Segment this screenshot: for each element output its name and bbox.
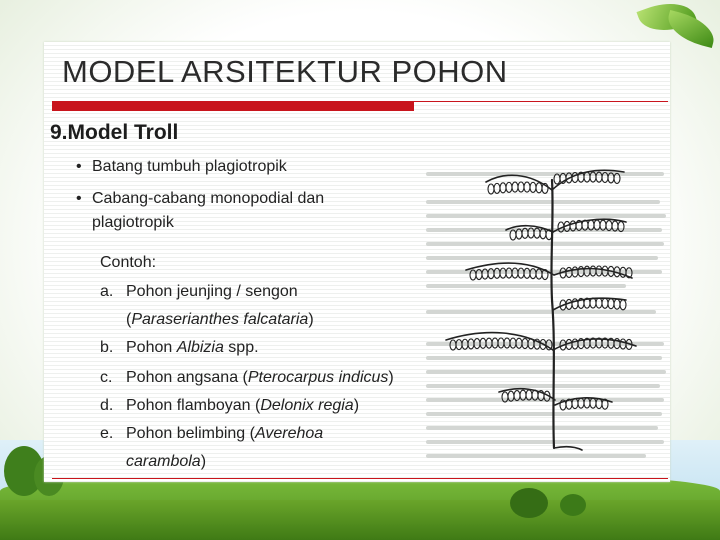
- leaflet-loop: [572, 172, 578, 182]
- leaflet-loop: [612, 221, 618, 231]
- leaflet-loop: [584, 172, 590, 182]
- leaflet-loop: [596, 399, 602, 409]
- leaflet-loop: [536, 269, 542, 279]
- scientific-name: Averehoa: [254, 425, 324, 442]
- leaflet-loop: [488, 269, 494, 279]
- leaflet-loop: [500, 268, 506, 278]
- leaflet-loop: [620, 339, 626, 349]
- example-letter: b.: [100, 339, 114, 356]
- leaflet-loop: [494, 268, 500, 278]
- leaflet-loop: [614, 299, 620, 309]
- section-heading: 9.Model Troll: [50, 121, 179, 144]
- leaflet-loop: [578, 267, 584, 277]
- leaflet-loop: [584, 266, 590, 276]
- leaflet-loop: [546, 340, 552, 350]
- leaflet-loop: [480, 338, 486, 348]
- bullet-text: [92, 187, 324, 235]
- leaflet-loop: [492, 338, 498, 348]
- leaflet-loop: [508, 391, 514, 401]
- leaflet-loop: [608, 173, 614, 183]
- example-text: ): [353, 397, 360, 414]
- example-item: [100, 394, 359, 418]
- leaflet-loop: [596, 266, 602, 276]
- leaflet-loop: [578, 398, 584, 408]
- background-tree-icon: [560, 494, 586, 516]
- leaflet-loop: [602, 298, 608, 308]
- leaflet-loop: [526, 390, 532, 400]
- scientific-name: Delonix regia: [260, 397, 354, 414]
- leaflet-loop: [530, 182, 536, 192]
- leaflet-loop: [476, 270, 482, 280]
- leaflet-loop: [456, 340, 462, 350]
- examples-label: Contoh:: [100, 254, 157, 271]
- leaflet-loop: [482, 269, 488, 279]
- example-text: Pohon belimbing (: [126, 425, 255, 442]
- example-text: Pohon: [126, 339, 177, 356]
- leaflet-loop: [572, 299, 578, 309]
- leaflet-loop: [554, 174, 560, 184]
- leaflet-loop: [512, 268, 518, 278]
- example-item: [100, 422, 323, 446]
- leaflet-loop: [488, 184, 494, 194]
- leaflet-loop: [528, 228, 534, 238]
- leaflet-loop: [462, 339, 468, 349]
- landscape-grass: [0, 500, 720, 540]
- example-text: spp.: [223, 339, 259, 356]
- tree-architecture-illustration: [414, 150, 674, 475]
- scientific-name: Paraserianthes falcataria: [131, 311, 309, 328]
- leaflet-loop: [520, 390, 526, 400]
- leaflet-loop: [596, 298, 602, 308]
- leaflet-loop: [572, 267, 578, 277]
- example-item: [100, 280, 298, 304]
- bullet-dot: •: [76, 158, 82, 175]
- leaflet-loop: [500, 183, 506, 193]
- bullet-item: [76, 187, 324, 235]
- leaflet-loop: [518, 182, 524, 192]
- example-item-continued: [126, 308, 314, 332]
- leaflet-loop: [530, 269, 536, 279]
- leaflet-loop: [614, 173, 620, 183]
- example-item: [100, 366, 394, 390]
- background-tree-icon: [510, 488, 548, 518]
- leaflet-loop: [510, 338, 516, 348]
- leaflet-loop: [620, 267, 626, 277]
- leaflet-loop: [566, 267, 572, 277]
- leaflet-loop: [590, 172, 596, 182]
- bullet-text-line: Cabang-cabang monopodial dan: [92, 190, 325, 207]
- example-letter: a.: [100, 283, 114, 300]
- example-text: ): [200, 453, 207, 470]
- tree-architecture-figure: [414, 150, 674, 475]
- leaflet-loop: [502, 392, 508, 402]
- leaflet-loop: [606, 221, 612, 231]
- scientific-name: Albizia: [176, 339, 224, 356]
- bullet-item: [76, 155, 287, 179]
- leaflet-loop: [534, 228, 540, 238]
- example-text: (: [126, 311, 132, 328]
- leaflet-loop: [594, 220, 600, 230]
- example-letter: c.: [100, 369, 113, 386]
- leaflet-loop: [540, 229, 546, 239]
- leaflet-loop: [510, 230, 516, 240]
- leaflet-loop: [494, 183, 500, 193]
- leaflet-loop: [524, 268, 530, 278]
- leaflet-loop: [536, 183, 542, 193]
- leaflet-loop: [596, 172, 602, 182]
- leaflet-loop: [498, 338, 504, 348]
- example-text: ): [388, 369, 394, 386]
- leaflet-loop: [584, 398, 590, 408]
- leaflet-loop: [570, 221, 576, 231]
- leaflet-loop: [590, 398, 596, 408]
- leaflet-loop: [528, 339, 534, 349]
- example-letter: d.: [100, 397, 114, 414]
- leaflet-loop: [618, 222, 624, 232]
- example-letter: e.: [100, 425, 114, 442]
- leaflet-loop: [572, 399, 578, 409]
- scientific-name: carambola: [126, 453, 201, 470]
- scientific-name: Pterocarpus indicus: [247, 369, 389, 386]
- example-text: Pohon angsana (: [126, 369, 248, 386]
- example-text: ): [308, 311, 314, 328]
- leaflet-loop: [620, 300, 626, 310]
- bullet-dot: •: [76, 190, 82, 207]
- leaflet-loop: [590, 266, 596, 276]
- leaflet-loop: [450, 340, 456, 350]
- leaflet-loop: [474, 339, 480, 349]
- leaflet-loop: [468, 339, 474, 349]
- title-accent-bar: [52, 101, 414, 111]
- leaflet-loop: [602, 172, 608, 182]
- leaflet-loop: [590, 298, 596, 308]
- leaflet-loop: [600, 220, 606, 230]
- leaflet-loop: [588, 220, 594, 230]
- leaflet-loop: [506, 268, 512, 278]
- leaflet-loop: [516, 229, 522, 239]
- leaflet-loop: [522, 228, 528, 238]
- leaflet-loop: [522, 339, 528, 349]
- bullet-text-line: plagiotropik: [92, 214, 174, 231]
- leaflet-loop: [608, 299, 614, 309]
- leaflet-loop: [572, 339, 578, 349]
- leaflet-loop: [512, 182, 518, 192]
- leaflet-loop: [506, 182, 512, 192]
- leaflet-loop: [516, 338, 522, 348]
- slide-title: MODEL ARSITEKTUR POHON: [62, 54, 508, 89]
- example-text: Pohon flamboyan (: [126, 397, 261, 414]
- leaflet-loop: [486, 338, 492, 348]
- example-text: Pohon jeunjing / sengon: [126, 283, 298, 300]
- example-item-continued: [126, 450, 206, 474]
- leaflet-loop: [518, 268, 524, 278]
- bullet-text: Batang tumbuh plagiotropik: [92, 158, 287, 175]
- example-item: [100, 336, 259, 360]
- leaflet-loop: [514, 391, 520, 401]
- leaflet-loop: [524, 182, 530, 192]
- leaflet-loop: [532, 390, 538, 400]
- leaflet-loop: [504, 338, 510, 348]
- footer-rule: [52, 478, 668, 479]
- leaflet-loop: [470, 270, 476, 280]
